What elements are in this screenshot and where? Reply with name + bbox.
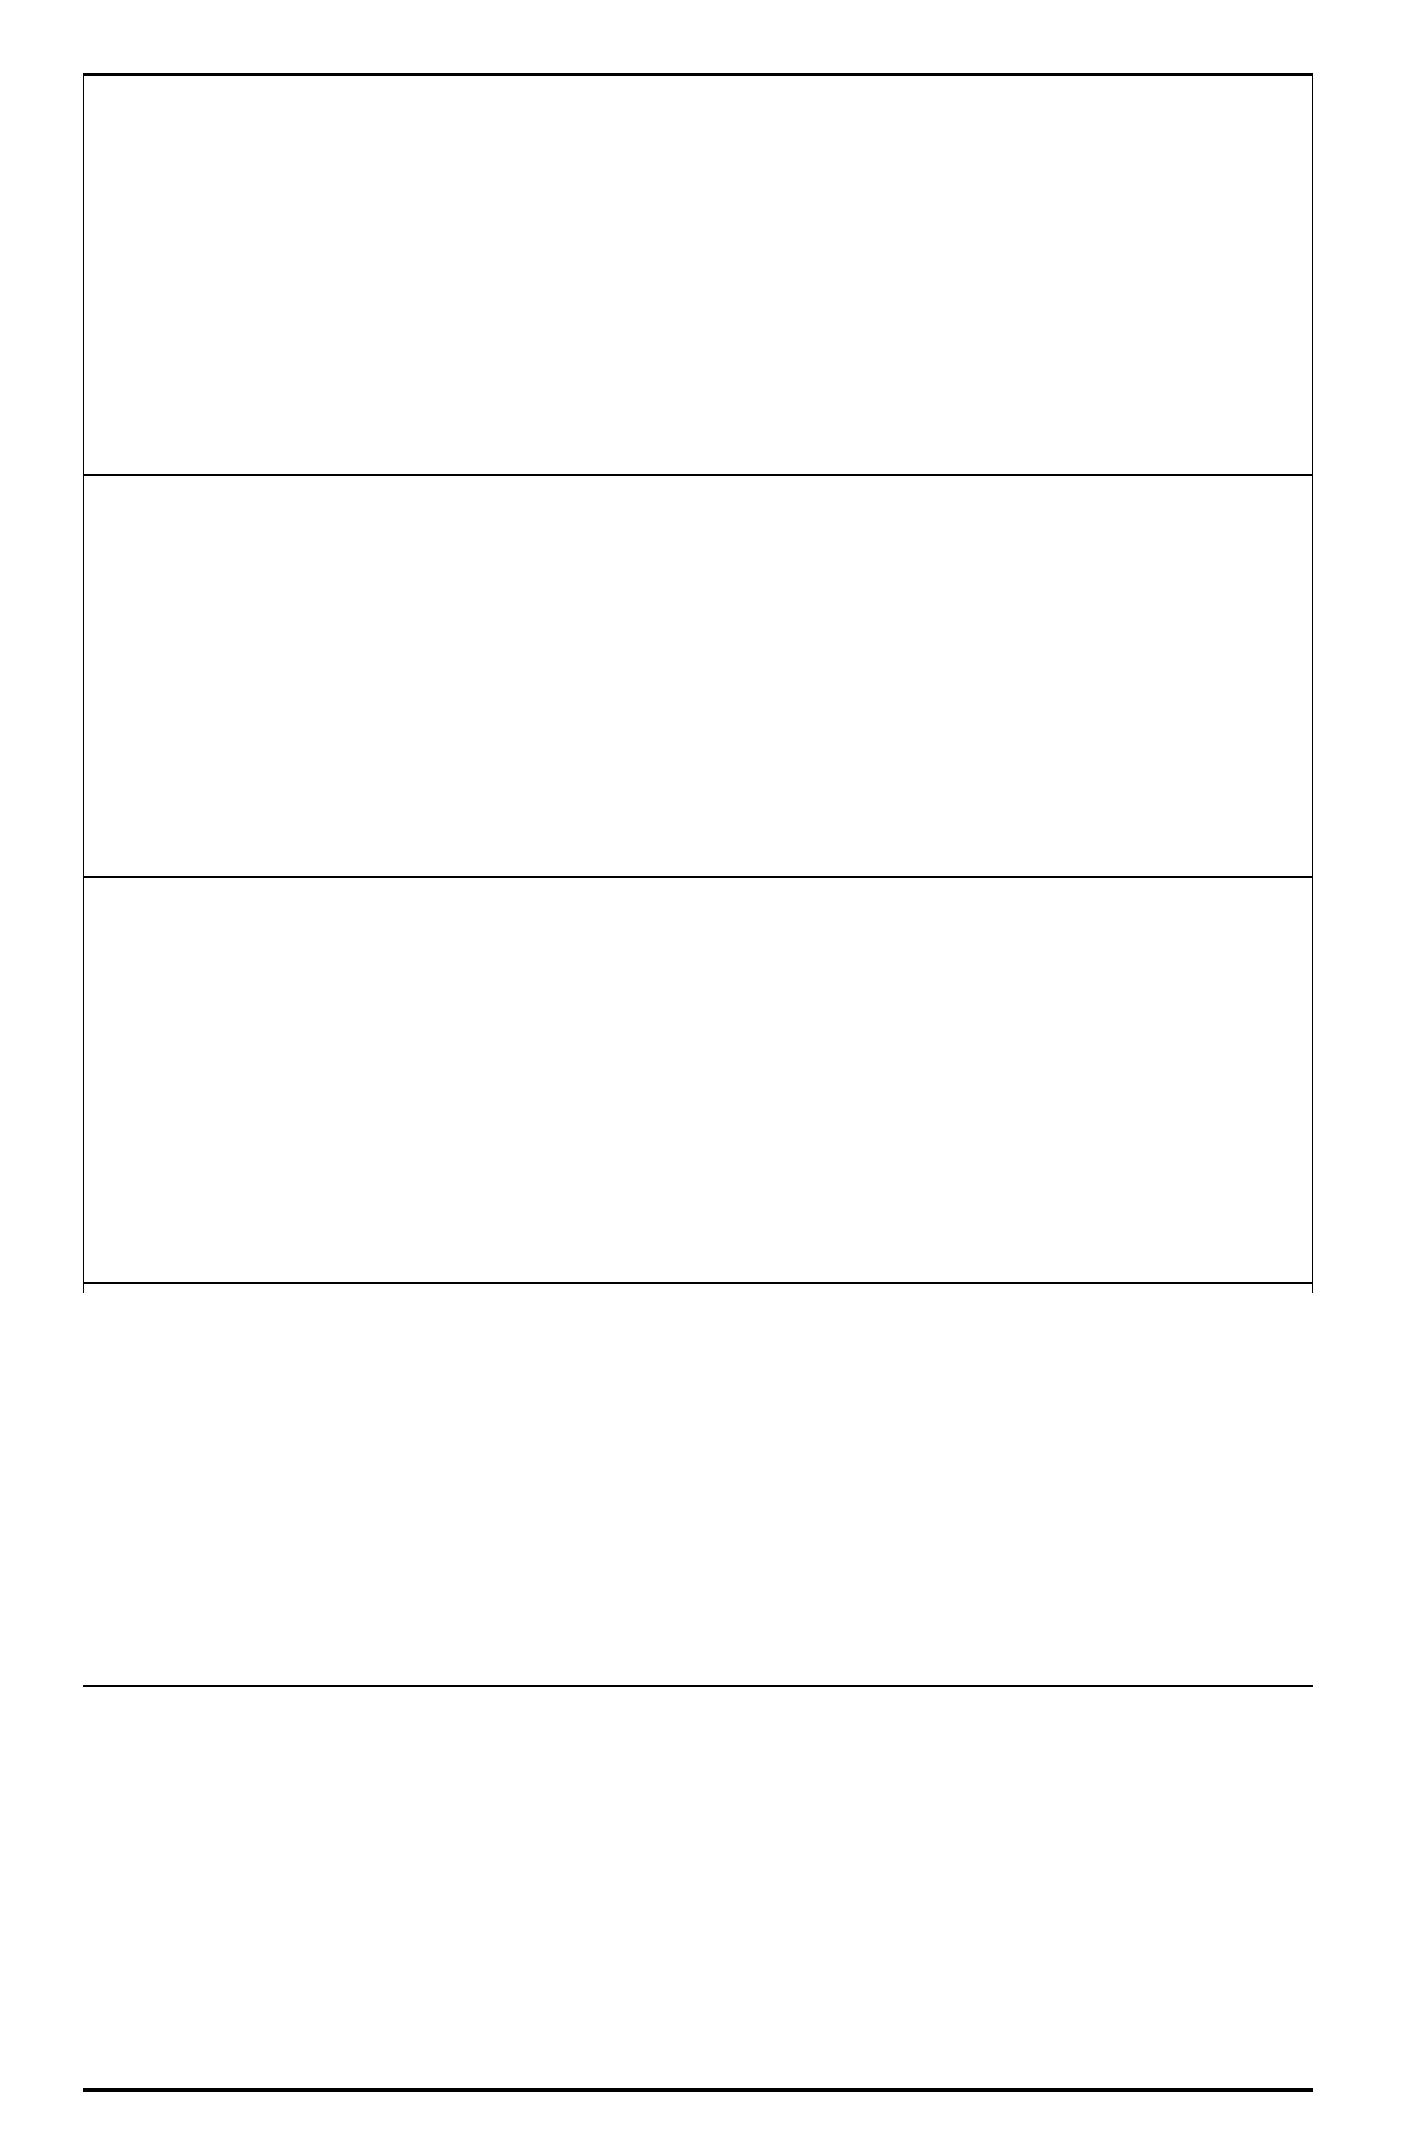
bottom-rule <box>83 2088 1313 2092</box>
panel-right-columns <box>0 83 1402 478</box>
top-rule <box>83 73 1313 76</box>
row-divider-3 <box>83 1282 1313 1284</box>
row-divider-4 <box>83 1685 1313 1687</box>
row-divider-2 <box>83 876 1313 878</box>
